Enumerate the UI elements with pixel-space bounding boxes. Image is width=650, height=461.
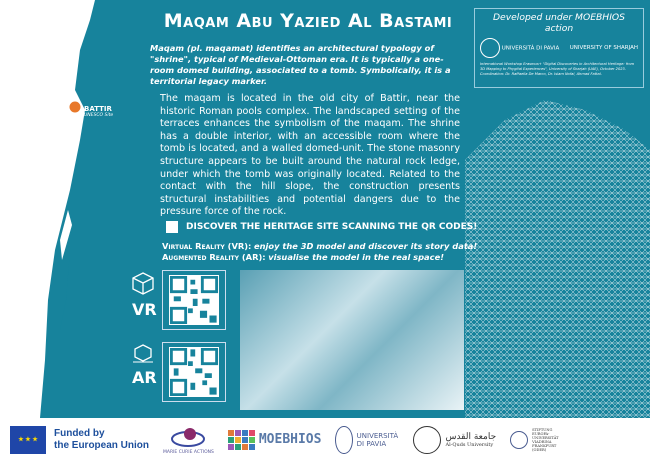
- sharjah-logo-text: UNIVERSITY OF SHARJAH: [569, 45, 638, 51]
- vr-qr-code[interactable]: [162, 270, 226, 330]
- pavia-logo: [335, 426, 399, 454]
- ar-badge: AR: [132, 368, 157, 387]
- ar-qr-code[interactable]: [162, 342, 226, 402]
- alquds-logo: [413, 426, 496, 454]
- qr-heading-text: DISCOVER THE HERITAGE SITE SCANNING THE QR CODES!: [186, 222, 478, 232]
- mca-logo: [163, 425, 214, 455]
- viadrina-text: STIFTUNG EUROPA-UNIVERSITÄT VIADRINA FRANKFURT (ODER): [532, 427, 559, 452]
- wireframe-model: [465, 100, 650, 418]
- qr-heading: [166, 221, 477, 233]
- cube-icon: [128, 268, 158, 298]
- alquds-arabic: جامعة القدس: [445, 431, 497, 442]
- eu-line1: Funded by: [54, 427, 105, 439]
- battir-marker: [68, 100, 82, 114]
- vr-badge: VR: [132, 300, 157, 319]
- vr-text: enjoy the 3D model and discover its story data!: [254, 241, 478, 251]
- mca-text: MARIE CURIE ACTIONS: [163, 449, 214, 455]
- map-label: [84, 105, 113, 118]
- pavia-logo-text: UNIVERSITÀ DI PAVIA: [501, 45, 560, 52]
- square-icon: [166, 221, 178, 233]
- ar-icon: [130, 342, 156, 366]
- coordination-text: Coordination: Dr. Raffaella De Marco, Dr. Islam Nofal, Ahmad Fattal.: [480, 72, 602, 76]
- footer-logos: [0, 418, 650, 461]
- alquds-text: Al-Quds University: [445, 441, 494, 448]
- moebhios-text: MOEBHIOS: [258, 432, 322, 447]
- vr-label: Virtual Reality (VR):: [162, 241, 252, 251]
- map-sub: UNESCO Site: [84, 113, 114, 118]
- mca-icon: [170, 425, 206, 449]
- pavia-seal-icon: [480, 38, 500, 58]
- ar-label: Augmented Reality (AR):: [162, 252, 266, 262]
- eu-logo: [10, 426, 149, 454]
- workshop-text: International Workshop Erasmus+ "Digital Discoveries in Architectural Heritage: from 3D Mapping to Phygital Experiences", University of Sharjah (UAE), October 2023.: [480, 62, 635, 71]
- developed-title: Developed under MOEBHIOS action: [492, 12, 625, 34]
- developed-box: [474, 8, 644, 88]
- viadrina-logo: [510, 428, 570, 452]
- site-photo: [240, 270, 464, 410]
- map-place: BATTIR: [84, 105, 112, 113]
- intro-text: Maqam (pl. maqamat) identifies an architectural typology of "shrine", typical of Medieval-Ottoman era. It is typically a one-room domed building, associated to a tomb. Symbolically, it is a territorial legacy marker.: [150, 43, 451, 86]
- eu-flag-icon: ★ ★ ★: [10, 426, 46, 454]
- reality-descriptions: [162, 241, 477, 263]
- body-text: The maqam is located in the old city of Battir, near the historic Roman pools complex. The landscaped setting of the terraces enhances the symbolism of the maqam. The shrine has a double interior, with an accessible room where the tomb is located, and a walled domed-unit. The stone masonry structure appears to be built around the natural rock ledge, under which the tomb was originally located. Related to the contact with the hill slope, the construction presents structural instabilities and potential dangers due to the pressure force of the rock.: [160, 93, 460, 218]
- eu-line2: the European Union: [54, 439, 149, 451]
- page-title: Maqam Abu Yazied Al Bastami: [163, 10, 453, 32]
- moebhios-logo: [228, 430, 322, 450]
- pavia-footer-text: UNIVERSITÀ DI PAVIA: [356, 431, 399, 448]
- ar-text: visualise the model in the real space!: [268, 252, 444, 262]
